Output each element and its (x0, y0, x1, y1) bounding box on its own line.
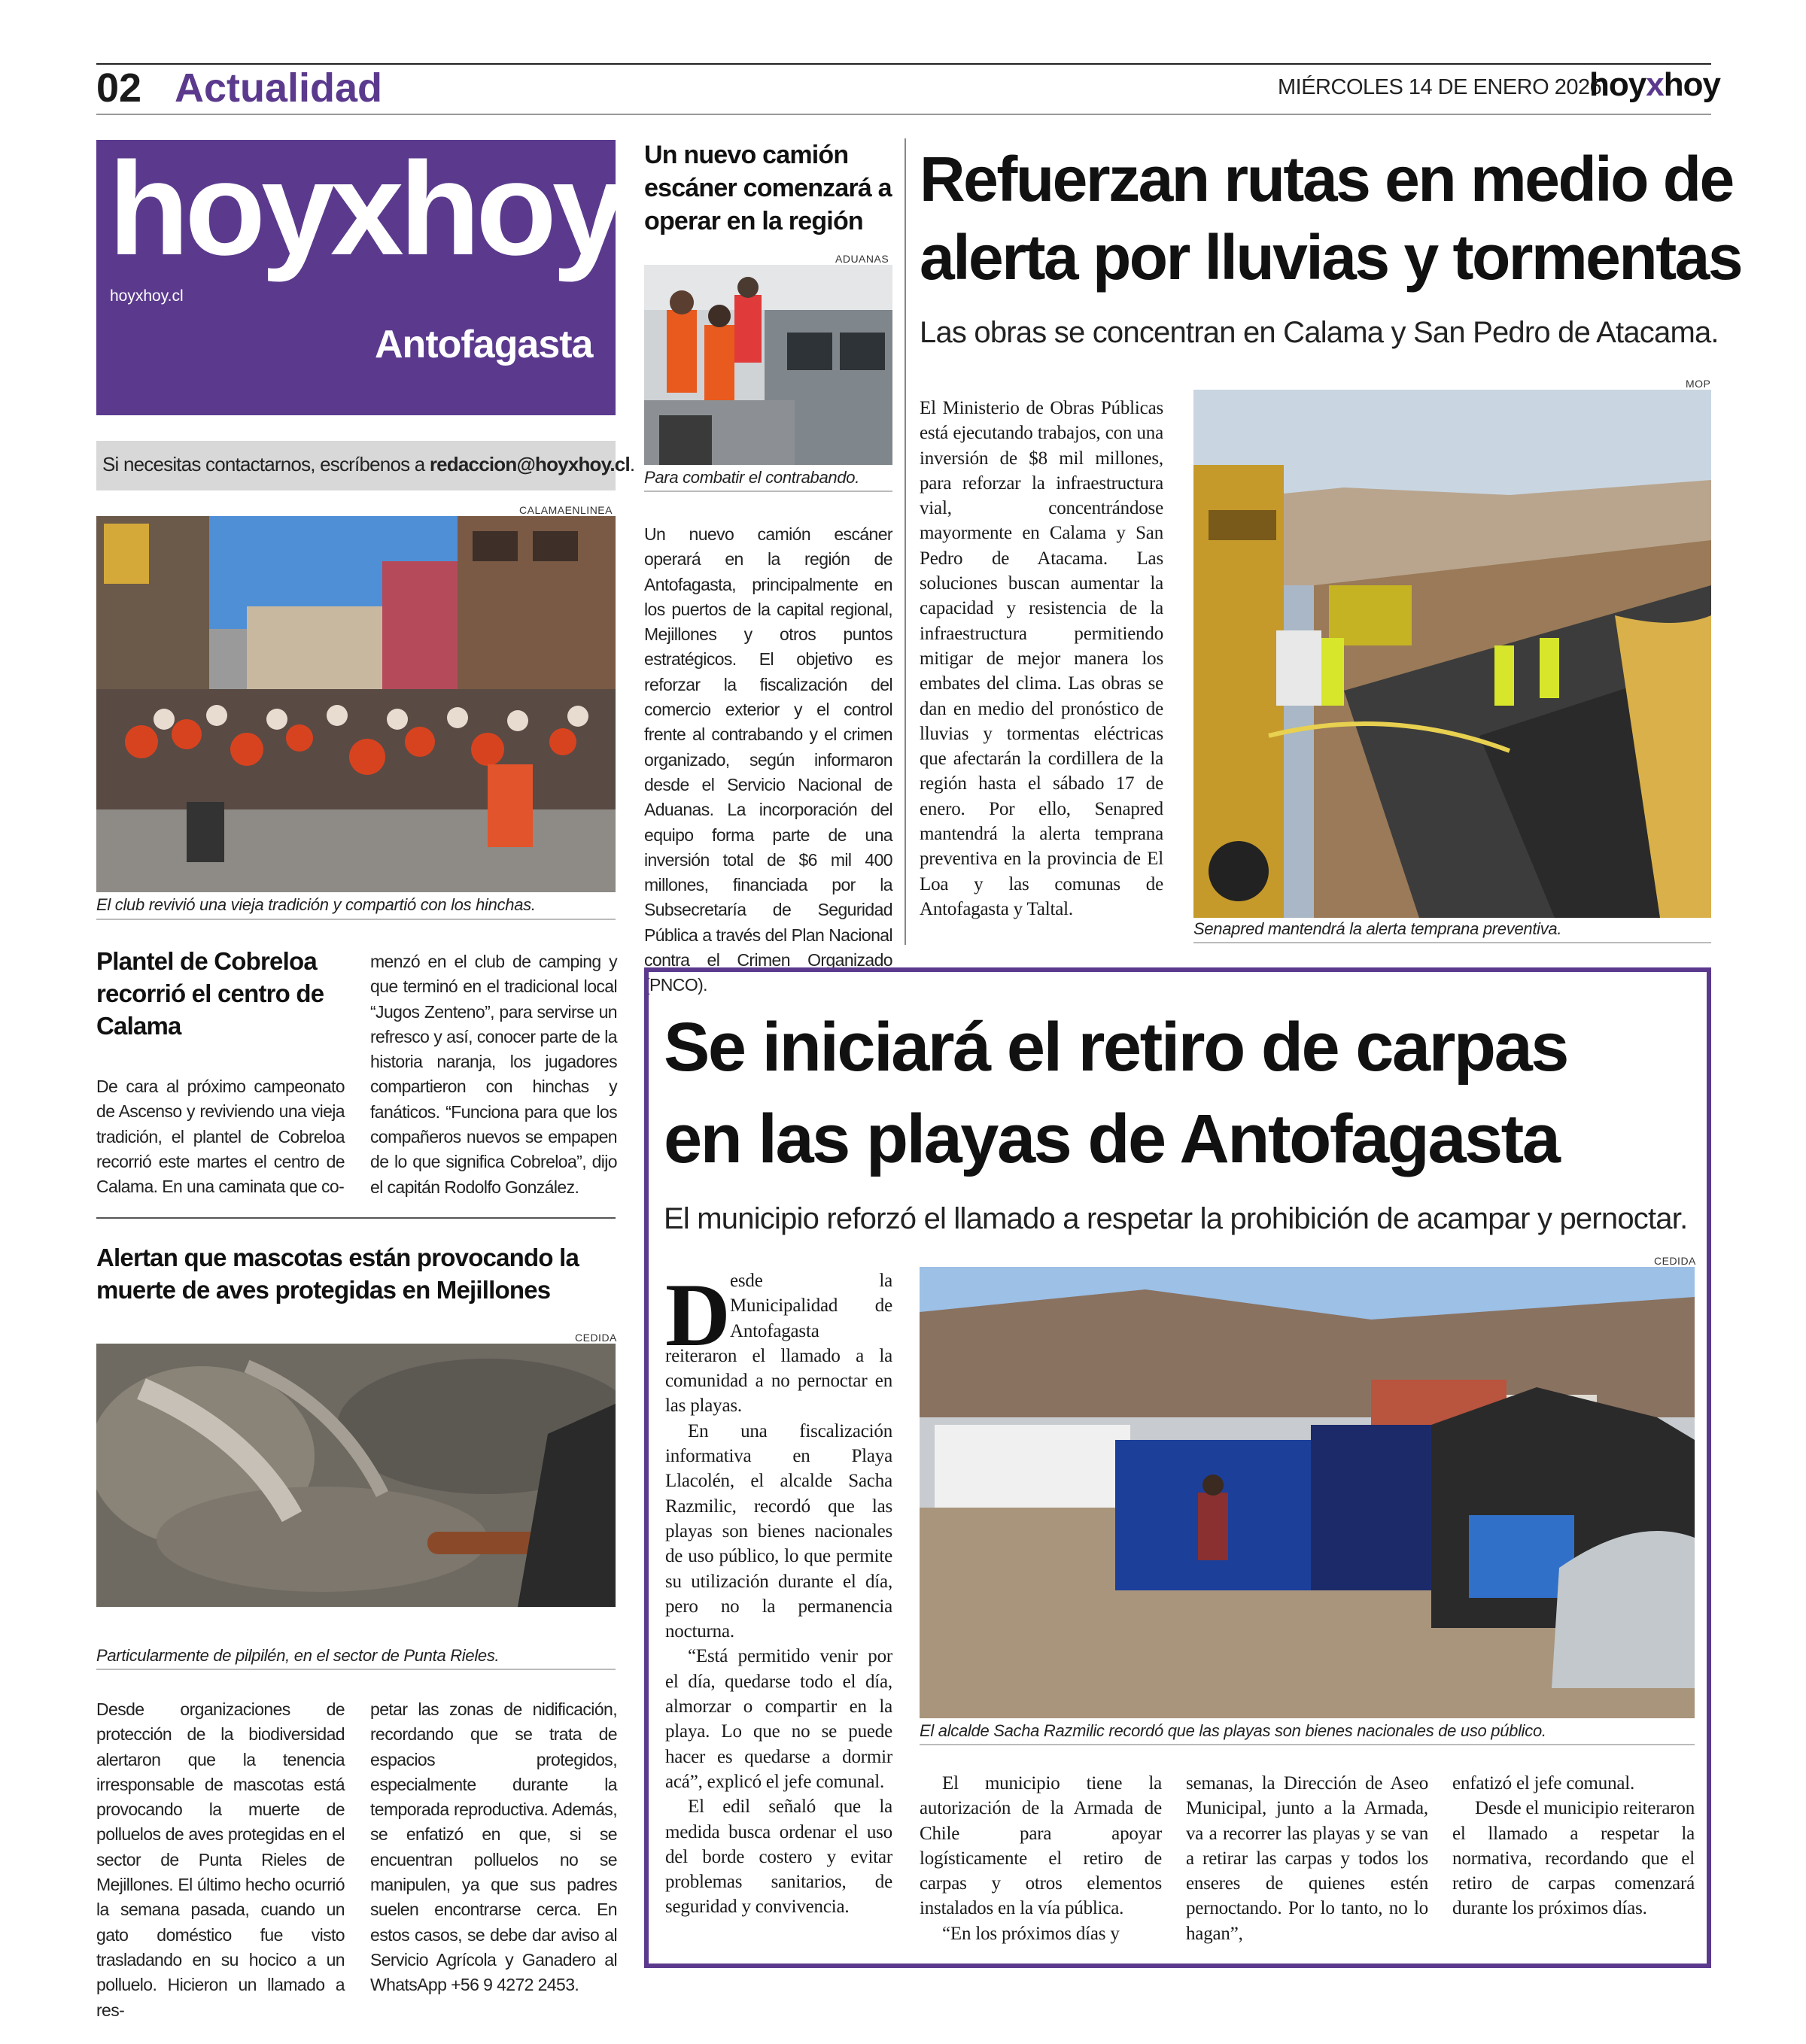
rutas-deck: Las obras se concentran en Calama y San Pedro de Atacama. (920, 316, 1719, 349)
carpas-col4-p2: Desde el municipio reiteraron el llamado a respetar la normativa, recordando que el retiro de carpas comenzará durante los próximos días. (1452, 1798, 1695, 1919)
carpas-col4-p1: enfatizó el jefe comunal. (1452, 1773, 1635, 1793)
section-title: Actualidad (175, 65, 383, 111)
rutas-body: El Ministerio de Obras Públicas está ejecutando trabajos, con una inversión de $8 mil millones, para reforzar la infraestructura vial, concentrándose mayormente en Calama y San Pedro de Atacama. Las soluciones buscan aumentar la capacidad y resistencia de la infraestructura permitiendo mitigar de mejor manera los embates del clima. Las obras se dan en medio del pronóstico de lluvias y tormentas eléctricas que afectarán la cordillera de la región hasta el sábado 17 de enero. Por ello, Senapred mantendrá la alerta temprana preventiva en la provincia de El Loa y las comunas de Antofagasta y Taltal. (920, 398, 1163, 919)
cobreloa-col1: De cara al próximo campeonato de Ascenso y reviviendo una vieja tradición, el plantel de Cobreloa recorrió este martes el centro de Calama. En una caminata que co- (96, 1077, 345, 1197)
cobreloa-photo (96, 516, 616, 892)
rutas-headline-line2: alerta por lluvias y tormentas (920, 222, 1742, 293)
carpas-photo (920, 1267, 1695, 1718)
header-logo-right: hoy (1663, 66, 1720, 103)
header-logo-x: x (1646, 66, 1664, 103)
carpas-col1-p3: “Está permitido venir por el día, quedarse todo el día, almorzar o compartir en la playa. Lo que no se puede hacer es quedarse a dormir acá”, explicó el jefe comunal. (665, 1646, 892, 1792)
camion-photo (644, 265, 892, 465)
contact-bar (96, 441, 635, 490)
cobreloa-caption-rule (96, 919, 616, 920)
cobreloa-photo-caption: El club revivió una vieja tradición y compartió con los hinchas. (96, 895, 536, 914)
rutas-photo-caption: Senapred mantendrá la alerta temprana preventiva. (1193, 919, 1562, 938)
issue-date: MIÉRCOLES 14 DE ENERO 2026 (1278, 75, 1602, 99)
mascotas-col2: petar las zonas de nidificación, recordando que se trata de espacios protegidos, especialmente durante la temporada reproductiva. Además, se enfatizó en que, si se encuentran polluelos no se manipulen, ya que sus padres suelen encontrarse cerca. En estos casos, se debe dar aviso al Servicio Agrícola y Ganadero al WhatsApp +56 9 4272 2453. (370, 1699, 617, 1995)
carpas-col1-p2: En una fiscalización informativa en Playa Llacolén, el alcalde Sacha Razmilic, recordó que las playas son bienes nacionales de uso público, lo que permite su utilización durante el día, pero no la permanencia nocturna. (665, 1420, 892, 1642)
header-logo (1589, 66, 1720, 104)
header-bottom-rule (96, 114, 1711, 115)
carpas-caption-rule (920, 1744, 1695, 1745)
rutas-photo (1193, 390, 1711, 918)
carpas-photo-caption: El alcalde Sacha Razmilic recordó que las playas son bienes nacionales de uso público. (920, 1721, 1546, 1740)
rutas-headline-line1: Refuerzan rutas en medio de (920, 144, 1733, 214)
contact-end: . (629, 453, 635, 475)
masthead-url: hoyxhoy.cl (110, 287, 184, 305)
contact-email[interactable]: redaccion@hoyxhoy.cl (429, 453, 630, 475)
carpas-col2-p2: “En los próximos días y (942, 1923, 1120, 1944)
camion-headline: Un nuevo camión escáner comenzará a operar en la región (644, 141, 892, 235)
column-divider (905, 138, 906, 945)
mascotas-col1: Desde organizaciones de protección de la biodiversidad alertaron que la tenencia irresponsable de mascotas está provocando la muerte de polluelos de aves protegidas en el sector de Punta Rieles de Mejillones. El último hecho ocurrió la semana pasada, cuando un gato doméstico fue visto trasladando en su hocico a un polluelo. Hicieron un llamado a res- (96, 1699, 345, 2020)
carpas-dropcap: D (665, 1265, 731, 1365)
carpas-col3: semanas, la Dirección de Aseo Municipal, junto a la Armada, va a recorrer las playas y se van a retirar las carpas y todos los enseres de quienes estén pernoctando. Por lo tanto, no lo hagan”, (1186, 1773, 1428, 1944)
rutas-caption-rule (1193, 942, 1711, 943)
carpas-deck: El municipio reforzó el llamado a respetar la prohibición de acampar y pernoctar. (664, 1202, 1688, 1235)
camion-body: Un nuevo camión escáner operará en la región de Antofagasta, principalmente en los puertos de la capital regional, Mejillones y otros puntos estratégicos. El objetivo es reforzar la fiscalización del comercio exterior y el control frente al contrabando y el crimen organizado, según informaron desde el Servicio Nacional de Aduanas. La incorporación del equipo forma parte de una inversión total de $6 mil 400 millones, financiada por la Subsecretaría de Seguridad Pública a través del Plan Nacional contra el Crimen Organizado (PNCO). (644, 524, 892, 995)
cobreloa-col2: menzó en el club de camping y que terminó en el tradicional local “Jugos Zenteno”, para servirse un refresco y así, conocer parte de la historia naranja, los jugadores compartieron con hinchas y fanáticos. “Funciona para que los compañeros nuevos se empapen de lo que significa Cobreloa”, dijo el capitán Rodolfo González. (370, 952, 617, 1197)
header-logo-left: hoy (1589, 66, 1646, 103)
carpas-photo-credit: CEDIDA (1654, 1255, 1696, 1267)
carpas-headline-line1: Se iniciará el retiro de carpas (664, 1009, 1567, 1086)
mascotas-headline: Alertan que mascotas están provocando la muerte de aves protegidas en Mejillones (96, 1244, 579, 1304)
mascotas-photo-caption: Particularmente de pilpilén, en el sector de Punta Rieles. (96, 1646, 500, 1665)
mascotas-caption-rule (96, 1669, 616, 1670)
carpas-col1 (665, 1265, 892, 1920)
cobreloa-headline: Plantel de Cobreloa recorrió el centro de Calama (96, 947, 324, 1040)
camion-photo-credit: ADUANAS (835, 253, 889, 265)
masthead-wordmark: hoyxhoy (108, 135, 622, 283)
camion-photo-caption: Para combatir el contrabando. (644, 468, 860, 487)
carpas-col2-p1: El municipio tiene la autorización de la Armada de Chile para apoyar logísticamente el retiro de carpas y otros elementos instalados en la vía pública. (920, 1773, 1162, 1919)
page-number: 02 (96, 65, 142, 111)
carpas-col1-p1: esde la Municipalidad de Antofagasta reiteraron el llamado a la comunidad a no pernoctar en las playas. (665, 1271, 892, 1417)
mascotas-photo-credit: CEDIDA (575, 1332, 617, 1344)
contact-text: Si necesitas contactarnos, escríbenos a (102, 453, 430, 475)
carpas-col2 (920, 1771, 1162, 1946)
carpas-col4 (1452, 1771, 1695, 1921)
masthead-city: Antofagasta (375, 323, 593, 366)
carpas-headline-line2: en las playas de Antofagasta (664, 1101, 1559, 1177)
camion-caption-rule (644, 490, 892, 492)
mascotas-photo (96, 1344, 616, 1607)
cobreloa-bottom-rule (96, 1217, 616, 1219)
carpas-col1-p4: El edil señaló que la medida busca ordenar el uso del borde costero y evitar problemas sanitarios, de seguridad y convivencia. (665, 1796, 892, 1918)
rutas-photo-credit: MOP (1686, 378, 1711, 390)
cobreloa-photo-credit: CALAMAENLINEA (519, 504, 613, 516)
